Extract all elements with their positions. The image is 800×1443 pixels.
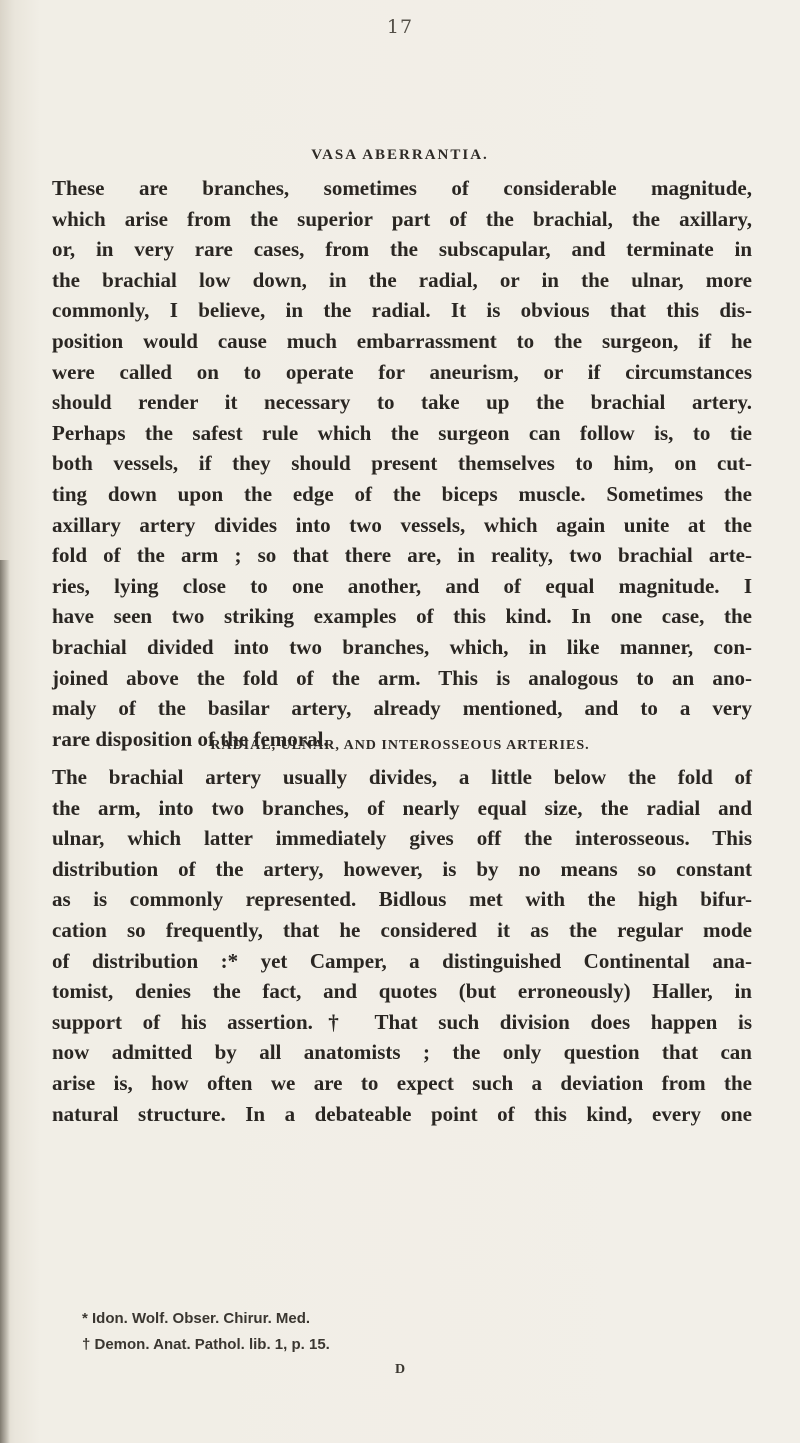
text-line: Perhaps the safest rule which the surgeon can follow is, to tie xyxy=(52,420,752,445)
text-line: should render it necessary to take up the brachial artery. xyxy=(52,390,752,415)
text-line: axillary artery divides into two vessels, which again unite at the xyxy=(52,512,752,537)
text-line: arise is, how often we are to expect such a deviation from the xyxy=(52,1070,752,1095)
paragraph-radial-ulnar xyxy=(52,762,752,1129)
text-line: commonly, I believe, in the radial. It is obvious that this dis- xyxy=(52,298,752,323)
section-heading-radial-ulnar-interosseous: RADIAL, ULNAR, AND INTEROSSEOUS ARTERIES. xyxy=(210,738,590,753)
text-line: tomist, denies the fact, and quotes (but erroneously) Haller, in xyxy=(52,979,752,1004)
footnote: † Demon. Anat. Pathol. lib. 1, p. 15. xyxy=(82,1336,330,1353)
footnote: * Idon. Wolf. Obser. Chirur. Med. xyxy=(82,1310,311,1327)
text-line: ting down upon the edge of the biceps muscle. Sometimes the xyxy=(52,481,752,506)
text-line: The brachial artery usually divides, a little below the fold of xyxy=(52,765,752,789)
text-line: ries, lying close to one another, and of equal magnitude. I xyxy=(52,573,752,598)
text-line: have seen two striking examples of this kind. In one case, the xyxy=(52,604,752,629)
text-line: ulnar, which latter immediately gives off the interosseous. This xyxy=(52,826,752,851)
section-heading-vasa-aberrantia: VASA ABERRANTIA. xyxy=(311,147,489,163)
text-line: both vessels, if they should present themselves to him, on cut- xyxy=(52,451,752,476)
text-line: rare disposition of the femoral. xyxy=(52,726,329,751)
text-line: support of his assertion.† That such division does happen is xyxy=(52,1009,752,1034)
text-line: maly of the basilar artery, already mentioned, and to a very xyxy=(52,696,752,721)
page-number: 17 xyxy=(386,16,414,38)
text-line: fold of the arm ; so that there are, in reality, two brachial arte- xyxy=(52,543,752,568)
text-line: brachial divided into two branches, which, in like manner, con- xyxy=(52,634,752,659)
text-line: position would cause much embarrassment to the surgeon, if he xyxy=(52,328,752,353)
text-line: natural structure. In a debateable point of this kind, every one xyxy=(52,1101,752,1126)
text-line: joined above the fold of the arm. This is analogous to an ano- xyxy=(52,665,752,690)
signature-mark: D xyxy=(394,1362,406,1377)
text-line: of distribution :* yet Camper, a distinguished Continental ana- xyxy=(52,948,752,973)
text-line: which arise from the superior part of the brachial, the axillary, xyxy=(52,206,752,231)
text-line: the arm, into two branches, of nearly equal size, the radial and xyxy=(52,795,752,820)
text-line: now admitted by all anatomists ; the only question that can xyxy=(52,1040,752,1065)
text-line: cation so frequently, that he considered it as the regular mode xyxy=(52,917,752,942)
paragraph-vasa-aberrantia xyxy=(52,173,752,754)
text-line: or, in very rare cases, from the subscapular, and terminate in xyxy=(52,237,752,262)
gutter-shadow xyxy=(0,560,10,1443)
text-line: distribution of the artery, however, is by no means so constant xyxy=(52,856,752,881)
text-line: as is commonly represented. Bidlous met with the high bifur- xyxy=(52,887,752,912)
footnotes xyxy=(82,1306,330,1358)
text-line: These are branches, sometimes of considerable magnitude, xyxy=(52,176,752,200)
text-line: the brachial low down, in the radial, or in the ulnar, more xyxy=(52,267,752,292)
text-line: were called on to operate for aneurism, or if circumstances xyxy=(52,359,752,384)
